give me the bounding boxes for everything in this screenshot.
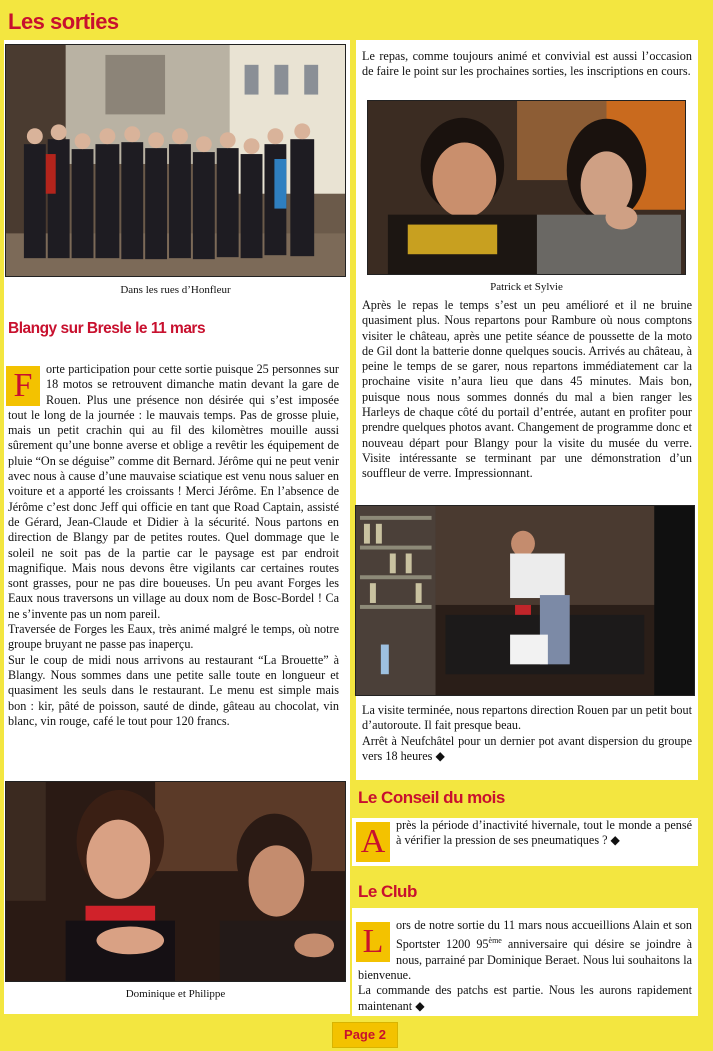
right-end-text <box>362 703 692 764</box>
article-heading: Blangy sur Bresle le 11 mars <box>8 320 206 337</box>
page-number-tab: Page 2 <box>332 1022 398 1048</box>
honfleur-caption: Dans les rues d’Honfleur <box>120 284 231 296</box>
page-title: Les sorties <box>8 9 119 34</box>
right-end-paragraph-2: Arrêt à Neufchâtel pour un dernier pot avant dispersion du groupe vers 18 heures ◆ <box>362 733 692 763</box>
club-paragraph-2: La commande des patchs est partie. Nous les aurons rapidement maintenant ◆ <box>358 983 692 1013</box>
conseil-paragraph: près la période d’inactivité hivernale, tout le monde a pensé à vérifier la pression de ses pneumatiques ? ◆ <box>396 818 692 848</box>
patrick-sylvie-photo <box>367 100 686 275</box>
right-end-paragraph-1: La visite terminée, nous repartons direction Rouen par un petit bout d’autoroute. Il fait presque beau. <box>362 703 692 733</box>
article-left-text <box>8 362 339 729</box>
conseil-title: Le Conseil du mois <box>358 788 505 807</box>
club-title: Le Club <box>358 882 417 901</box>
glass-blower-photo <box>355 505 695 696</box>
right-intro-text: Le repas, comme toujours animé et convivial est aussi l’occasion de faire le point sur les prochaines sorties, les inscriptions en cours. <box>362 49 692 79</box>
article-paragraph-1: orte participation pour cette sortie puisque 25 personnes sur 18 motos se retrouvent dimanche matin devant la gare de Rouen. Plus une présence non désirée qui s’est imposée tout le long de la journée : le mauvais temps. Pas de grosse pluie, mais un petit crachin qui au fil des kilomètres mouille aussi sûrement qu’une bonne averse et oblige a revêtir les équipement de pluie “On se déguise” comme dit Bernard. Jérôme qui ne peut venir avec nous à cause d’une mauvaise sciatique est venu nous saluer en voiture et a apporté les croissants ! Merci Jérôme. En l’absence de Jérôme c’est donc Jeff qui officie en tant que Road Captain, assisté de Gérard, Jean-Claude et Didier à la sécurité. Nous partons en direction de Blangy par de petites routes. Quel dommage que le soleil ne soit pas de la partie car le paysage est par endroit magnifique. Mais nous devons être vigilants car certaines routes sont grasses, pour ne pas dire boueuses. Un peu avant Forges les Eaux nous traversons un village au doux nom de Bosc-Bordel ! Ca ne s’invente pas un nom pareil. <box>8 362 339 621</box>
dropcap-f: F <box>6 366 40 406</box>
dropcap-a: A <box>356 822 390 862</box>
patrick-sylvie-caption: Patrick et Sylvie <box>490 281 563 293</box>
conseil-text <box>358 818 692 862</box>
club-text <box>358 918 692 1014</box>
article-paragraph-2: Traversée de Forges les Eaux, très animé malgré le temps, où notre groupe bruyant ne passe pas inaperçu. <box>8 622 339 652</box>
dominique-philippe-photo <box>5 781 346 982</box>
honfleur-group-photo <box>5 44 346 277</box>
article-paragraph-3: Sur le coup de midi nous arrivons au restaurant “La Brouette” à Blangy. Nous sommes dans une petite salle toute en longueur et quasiment les seuls dans le restaurant. Le menu est simple mais bon : kir, pâté de poisson, sauté de dinde, gâteau au chocolat, vin blanc, vin rouge, café le tout pour 120 francs. <box>8 652 339 728</box>
right-middle-text: Après le repas le temps s’est un peu amélioré et il ne bruine quasiment plus. Nous repartons pour Rambure où nous comptons visiter le château, après une petite séance de poussette de la moto de Gil dont la batterie donne quelques soucis. Arrivés au château, à peine le temps de se garer, nous repartons immédiatement car la prochaine visite n’aura lieu que dans 45 minutes. Mais bon, puisque nous nous sommes donnés du mal a bien ranger les Harleys de chaque côté du portail d’entrée, autant en profiter pour prendre quelques photos avant. Changement de programme donc et nouveau départ pour Blangy pour la visite du musée du verre. Visite intéressante se terminant par une démonstration d’un souffleur de verre. Impressionnant. <box>362 298 692 481</box>
club-superscript: ème <box>488 936 502 946</box>
dominique-philippe-caption: Dominique et Philippe <box>125 988 226 1000</box>
club-paragraph-a: ors de notre sortie du 11 mars nous accueillions Alain et son Sportster 1200 95 <box>396 918 692 952</box>
club-paragraph-b: anniversaire qui désire se joindre à nous, parrainé par Dominique Beraet. Nous lui souhaitons la bienvenue. <box>358 937 692 982</box>
dropcap-l: L <box>356 922 390 962</box>
